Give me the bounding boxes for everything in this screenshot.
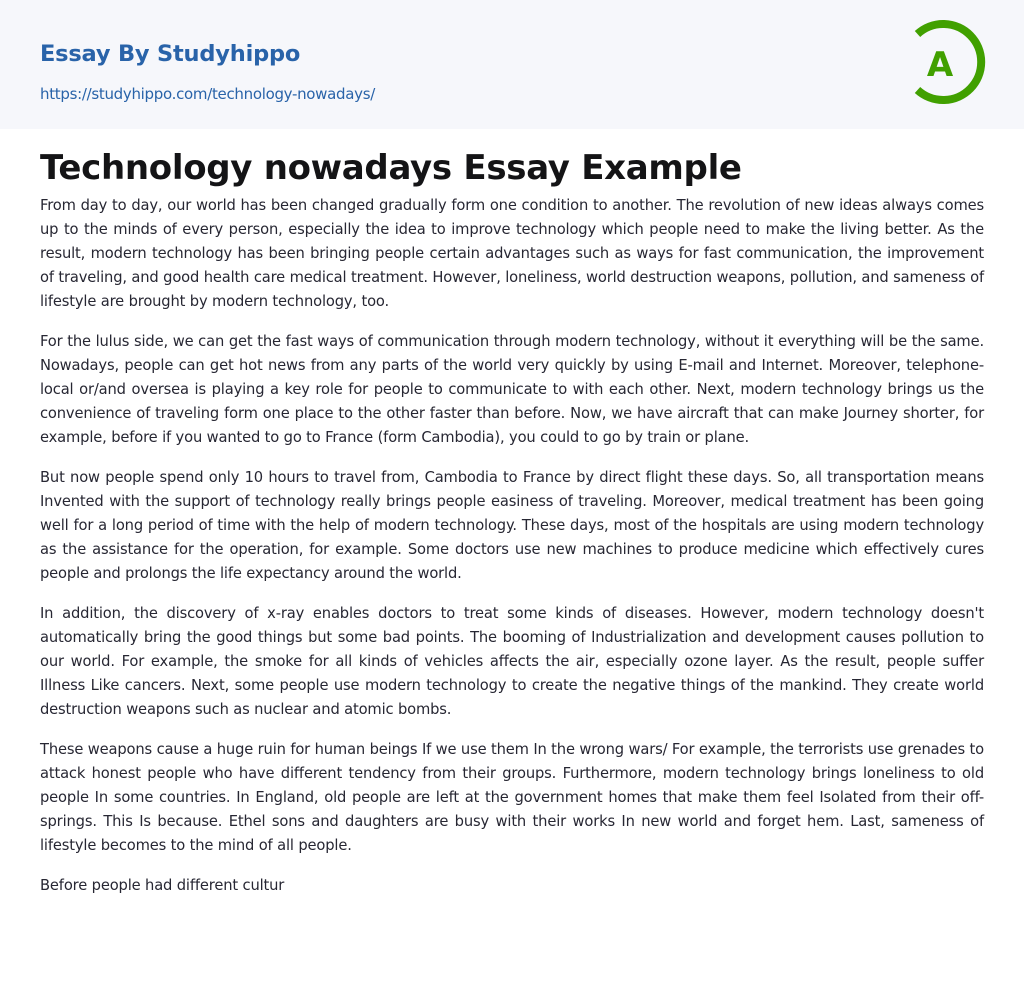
- essay-paragraph: In addition, the discovery of x-ray enables doctors to treat some kinds of diseases. However, modern technology doesn't automatically bring the good things but some bad points. The booming of Industrialization and development causes pollution to our world. For example, the smoke for all kinds of vehicles affects the air, especially ozone layer. As the result, people suffer Illness Like cancers. Next, some people use modern technology to create the negative things of the mankind. They create world destruction weapons such as nuclear and atomic bombs.: [40, 605, 984, 718]
- logo-letter: A: [926, 45, 954, 85]
- essay-body: [40, 194, 984, 914]
- essay-paragraph: From day to day, our world has been changed gradually form one condition to another. The revolution of new ideas always comes up to the minds of every person, especially the idea to improve technology which people need to make the living better. As the result, modern technology has been bringing people certain advantages such as ways for fast communication, the improvement of traveling, and good health care medical treatment. However, loneliness, world destruction weapons, pollution, and sameness of lifestyle are brought by modern technology, too.: [40, 197, 984, 310]
- essay-title: Technology nowadays Essay Example: [40, 148, 742, 188]
- brand-title[interactable]: Essay By Studyhippo: [40, 41, 301, 67]
- essay-paragraph: These weapons cause a huge ruin for human beings If we use them In the wrong wars/ For example, the terrorists use grenades to attack honest people who have different tendency from their groups. Furthermore, modern technology brings loneliness to old people In some countries. In England, old people are left at the government homes that make them feel Isolated from their off-springs. This Is because. Ethel sons and daughters are busy with their works In new world and forget hem. Last, sameness of lifestyle becomes to the mind of all people.: [40, 741, 984, 854]
- essay-paragraph-truncated: Before people had different cultur: [40, 877, 285, 894]
- essay-paragraph: But now people spend only 10 hours to travel from, Cambodia to France by direct flight these days. So, all transportation means Invented with the support of technology really brings people easiness of traveling. Moreover, medical treatment has been going well for a long period of time with the help of modern technology. These days, most of the hospitals are using modern technology as the assistance for the operation, for example. Some doctors use new machines to produce medicine which effectively cures people and prolongs the life expectancy around the world.: [40, 469, 984, 582]
- source-url-link[interactable]: https://studyhippo.com/technology-nowadays/: [40, 85, 376, 103]
- studyhippo-logo-icon[interactable]: [910, 18, 988, 106]
- essay-paragraph: For the lulus side, we can get the fast ways of communication through modern technology, without it everything will be the same. Nowadays, people can get hot news from any parts of the world very quickly by using E-mail and Internet. Moreover, telephone- local or/and oversea is playing a key role for people to communicate to with each other. Next, modern technology brings us the convenience of traveling form one place to the other faster than before. Now, we have aircraft that can make Journey shorter, for example, before if you wanted to go to France (form Cambodia), you could to go by train or plane.: [40, 333, 984, 446]
